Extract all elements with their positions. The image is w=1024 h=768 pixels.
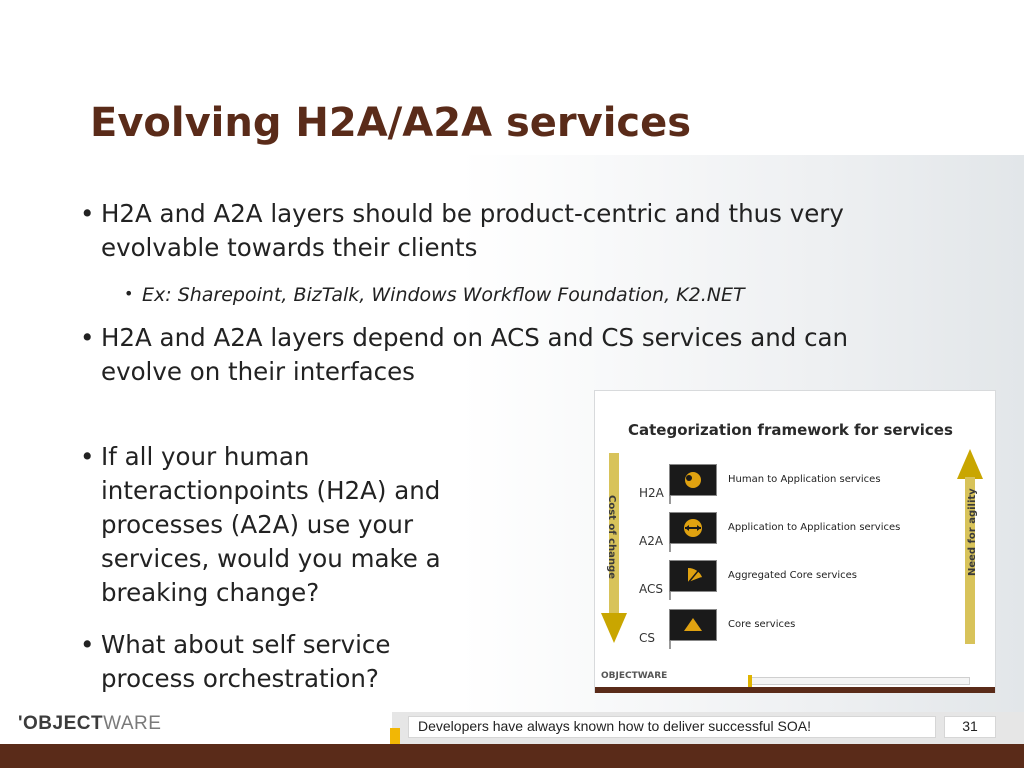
bullet-text: What about self service process orchestration? (101, 630, 391, 693)
bullet-item (80, 197, 920, 265)
sub-bullet-text: Ex: Sharepoint, BizTalk, Windows Workflow Foundation, K2.NET (142, 284, 745, 306)
layer-description: Core services (728, 619, 796, 630)
categorization-figure (594, 390, 996, 693)
figure-logo: OBJECTWARE (601, 671, 668, 681)
a2a-icon (669, 512, 717, 544)
layer-description: Application to Application services (728, 522, 901, 533)
figure-progress-marker (748, 675, 752, 687)
sub-bullet-dot: • (124, 284, 134, 303)
layer-label: H2A (639, 486, 664, 500)
bullet-text: If all your human interactionpoints (H2A) and processes (A2A) use your services, would you make a breaking change? (101, 442, 441, 607)
footer-tagline: Developers have always known how to deliver successful SOA! (418, 718, 811, 734)
layer-row-cs (595, 609, 997, 649)
figure-title: Categorization framework for services (628, 421, 953, 439)
bullet-dot: • (80, 323, 95, 352)
bullet-text: H2A and A2A layers should be product-centric and thus very evolvable towards their clients (101, 199, 844, 262)
bullet-dot: • (80, 199, 95, 228)
bottom-bar (0, 744, 1024, 768)
bullet-dot: • (80, 442, 95, 471)
need-for-agility-label: Need for agility (967, 488, 978, 576)
cost-of-change-label: Cost of change (606, 495, 617, 579)
h2a-icon (669, 464, 717, 496)
sub-bullet-item (124, 282, 924, 308)
cs-icon (669, 609, 717, 641)
slide-title: Evolving H2A/A2A services (90, 100, 692, 146)
page-number: 31 (962, 718, 978, 734)
acs-icon (669, 560, 717, 592)
layer-row-acs (595, 560, 997, 600)
objectware-logo: 'OBJECTWARE (18, 713, 162, 734)
figure-progress-track (750, 677, 970, 685)
bullet-dot: • (80, 630, 95, 659)
figure-bottom-bar (595, 687, 995, 693)
layer-label: ACS (639, 582, 663, 596)
layer-description: Human to Application services (728, 474, 881, 485)
bullet-item (80, 440, 512, 610)
bullet-item (80, 321, 930, 389)
layer-row-a2a (595, 512, 997, 552)
layer-description: Aggregated Core services (728, 570, 858, 581)
bullet-item (80, 628, 480, 696)
layer-row-h2a (595, 464, 997, 504)
bullet-text: H2A and A2A layers depend on ACS and CS services and can evolve on their interfaces (101, 323, 849, 386)
layer-label: A2A (639, 534, 664, 548)
layer-label: CS (639, 631, 655, 645)
